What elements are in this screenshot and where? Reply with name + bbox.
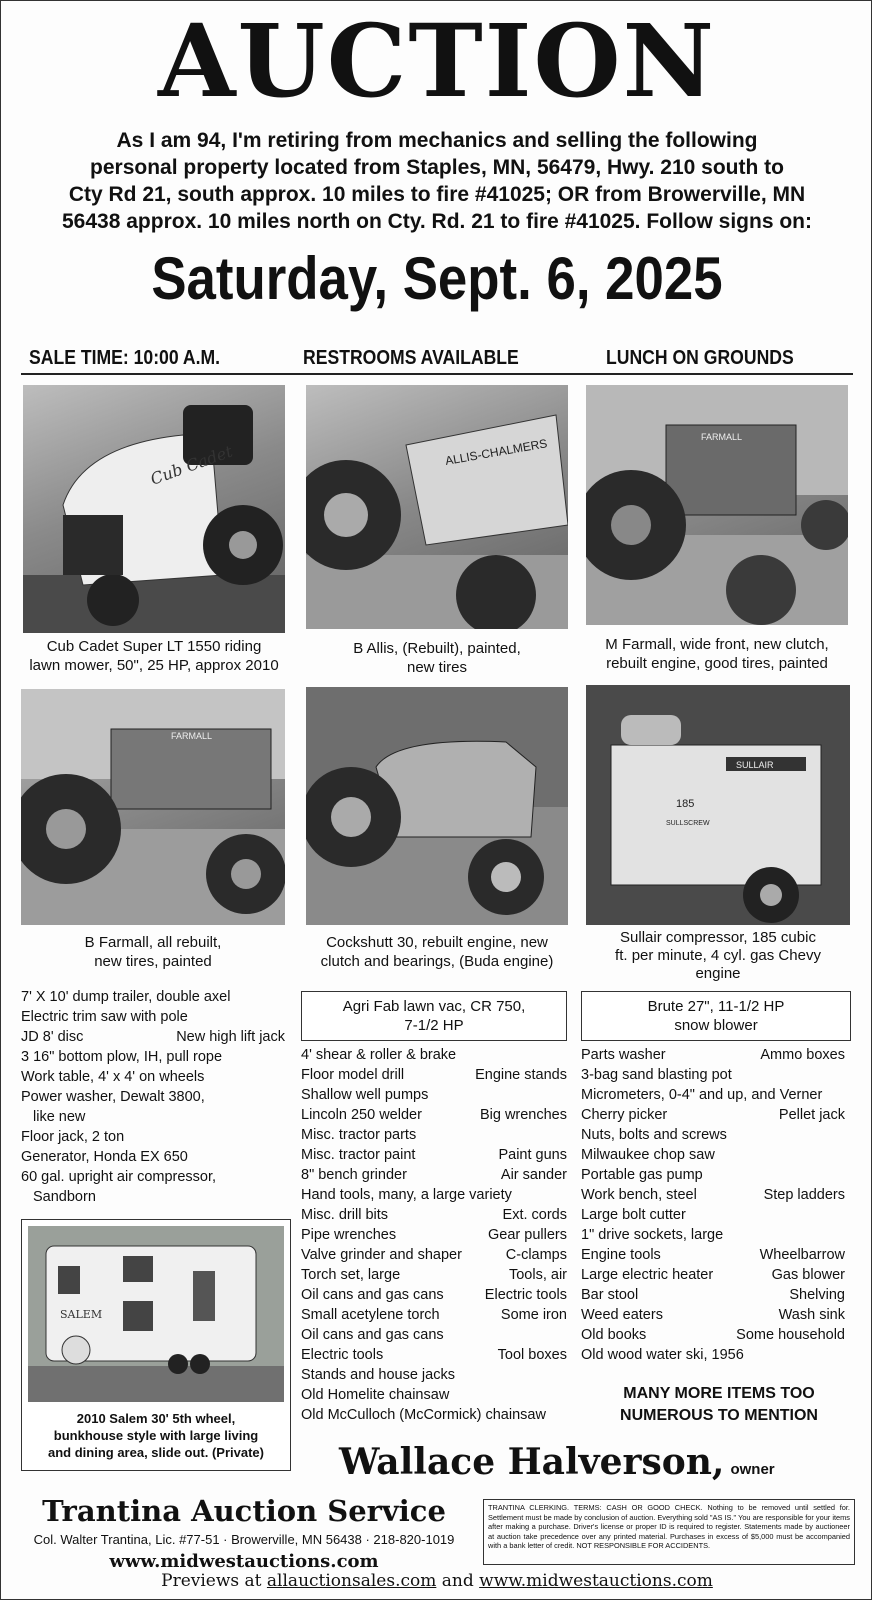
svg-text:185: 185 [676, 798, 695, 810]
restrooms-note: RESTROOMS AVAILABLE [303, 347, 519, 369]
list-item: Weed eaters Wash sink [581, 1307, 845, 1323]
list-item: Work bench, steel Step ladders [581, 1187, 845, 1203]
list-item: Old Homelite chainsaw [301, 1387, 450, 1403]
list-item: Oil cans and gas cans [301, 1327, 444, 1343]
lunch-note: LUNCH ON GROUNDS [606, 347, 794, 369]
list-item: 1" drive sockets, large [581, 1227, 724, 1243]
mower-illustration [23, 385, 285, 633]
list-item: Torch set, large Tools, air [301, 1267, 567, 1283]
list-item: Floor model drill Engine stands [301, 1067, 567, 1083]
svg-text:SALEM: SALEM [60, 1308, 103, 1321]
featured-item-box: Agri Fab lawn vac, CR 750, 7-1/2 HP [301, 991, 567, 1041]
list-item: Milwaukee chop saw [581, 1147, 715, 1163]
list-item: Electric trim saw with pole [21, 1009, 188, 1025]
svg-text:FARMALL: FARMALL [171, 731, 213, 741]
tractor-illustration [586, 385, 848, 625]
list-item: Nuts, bolts and screws [581, 1127, 727, 1143]
photo-caption: Cub Cadet Super LT 1550 riding lawn mower, 50", 25 HP, approx 2010 [29, 638, 279, 674]
owner-name: Wallace Halverson, owner [339, 1441, 775, 1483]
tractor-illustration [306, 687, 568, 925]
list-item: 60 gal. upright air compressor, [21, 1169, 217, 1185]
svg-text:Cub Cadet: Cub Cadet [147, 441, 235, 489]
service-website[interactable]: www.midwestauctions.com [109, 1551, 379, 1572]
item-list-left [21, 987, 285, 1207]
list-item: Stands and house jacks [301, 1367, 455, 1383]
list-item: Old wood water ski, 1956 [581, 1347, 744, 1363]
photo-caption: B Allis, (Rebuilt), painted, new tires [353, 640, 521, 676]
list-item: Old books Some household [581, 1327, 845, 1343]
list-item: Hand tools, many, a large variety [301, 1187, 512, 1203]
list-item: Cherry picker Pellet jack [581, 1107, 845, 1123]
intro-text [31, 127, 843, 235]
list-item: Shallow well pumps [301, 1087, 429, 1103]
list-item: 3-bag sand blasting pot [581, 1067, 732, 1083]
list-item: Misc. tractor parts [301, 1127, 417, 1143]
camper-caption: 2010 Salem 30' 5th wheel, bunkhouse style with large living and dining area, slide out. (Private) [48, 1411, 264, 1460]
list-item: Valve grinder and shaper C-clamps [301, 1247, 567, 1263]
photo-salem-camper [28, 1226, 284, 1402]
list-item: Sandborn [33, 1189, 96, 1205]
list-item: Parts washer Ammo boxes [581, 1047, 845, 1063]
page-title: AUCTION [157, 2, 717, 120]
preview-link-midwestauctions[interactable]: www.midwestauctions.com [479, 1571, 713, 1591]
service-name: Trantina Auction Service [42, 1494, 446, 1528]
list-item: Floor jack, 2 ton [21, 1129, 125, 1145]
info-bar [21, 345, 853, 375]
list-item: Old McCulloch (McCormick) chainsaw [301, 1407, 546, 1423]
list-item: 7' X 10' dump trailer, double axel [21, 989, 231, 1005]
list-item: Large electric heater Gas blower [581, 1267, 845, 1283]
sale-date: Saturday, Sept. 6, 2025 [151, 245, 723, 312]
list-item: Generator, Honda EX 650 [21, 1149, 188, 1165]
terms-box: TRANTINA CLERKING. TERMS: CASH OR GOOD CHECK. Nothing to be removed until settled for. Settlement must be made by conclusion of auction. Everything sold "AS IS." You are responsible for your items after making a purchase. Driver's license or proper ID is required to register. Statements made by auctioneer at auction take precedence over any printed material. Purchases in excess of $5,000 must be accompanied with a bank letter of credit. NOT RESPONSIBLE FOR ACCIDENTS. [483, 1499, 855, 1565]
photo-caption: Sullair compressor, 185 cubic ft. per minute, 4 cyl. gas Chevy engine [615, 929, 821, 982]
camper-illustration [28, 1226, 284, 1402]
svg-text:ALLIS-CHALMERS: ALLIS-CHALMERS [444, 436, 549, 468]
tractor-illustration [306, 385, 568, 629]
list-item: Work table, 4' x 4' on wheels [21, 1069, 205, 1085]
camper-feature [21, 1219, 291, 1471]
list-item: Large bolt cutter [581, 1207, 686, 1223]
preview-link-allauctionsales[interactable]: allauctionsales.com [266, 1571, 437, 1591]
photo-cockshutt-30 [306, 687, 568, 925]
list-item: Misc. drill bits Ext. cords [301, 1207, 567, 1223]
service-license: Col. Walter Trantina, Lic. #77-51 · Browerville, MN 56438 · 218-820-1019 [33, 1532, 455, 1547]
tractor-illustration [21, 689, 285, 925]
owner-label: owner [730, 1461, 775, 1478]
photo-sullair-compressor [586, 685, 850, 925]
list-item: Bar stool Shelving [581, 1287, 845, 1303]
photo-m-farmall [586, 385, 848, 625]
photo-caption: Cockshutt 30, rebuilt engine, new clutch and bearings, (Buda engine) [320, 934, 554, 970]
photo-b-farmall [21, 689, 285, 925]
intro-line: personal property located from Staples, MN, 56479, Hwy. 210 south to [90, 156, 784, 179]
item-list-middle [301, 1045, 567, 1425]
svg-text:SULLSCREW: SULLSCREW [666, 820, 710, 827]
intro-line: 56438 approx. 10 miles north on Cty. Rd. 21 to fire #41025. Follow signs on: [62, 210, 812, 233]
list-item: Electric tools Tool boxes [301, 1347, 567, 1363]
list-item: like new [33, 1109, 86, 1125]
item-list-right [581, 1045, 845, 1365]
list-item: Misc. tractor paint Paint guns [301, 1147, 567, 1163]
list-item: Micrometers, 0-4" and up, and Verner [581, 1087, 823, 1103]
list-item: Small acetylene torch Some iron [301, 1307, 567, 1323]
sale-time: SALE TIME: 10:00 A.M. [29, 347, 221, 369]
list-item: JD 8' disc New high lift jack [21, 1029, 285, 1045]
auction-service [19, 1495, 469, 1573]
list-item: Oil cans and gas cans Electric tools [301, 1287, 567, 1303]
list-item: 3 16" bottom plow, IH, pull rope [21, 1049, 223, 1065]
list-item: Portable gas pump [581, 1167, 703, 1183]
intro-line: Cty Rd 21, south approx. 10 miles to fire #41025; OR from Browerville, MN [68, 183, 806, 206]
list-item: Power washer, Dewalt 3800, [21, 1089, 205, 1105]
photo-caption: M Farmall, wide front, new clutch, rebuilt engine, good tires, painted [605, 636, 829, 672]
preview-line: Previews at allauctionsales.com and www.midwestauctions.com [161, 1571, 713, 1591]
photo-allis-chalmers [306, 385, 568, 629]
svg-text:FARMALL: FARMALL [701, 432, 743, 442]
compressor-illustration [586, 685, 850, 925]
featured-item-box: Brute 27", 11-1/2 HP snow blower [581, 991, 851, 1041]
more-items-note: MANY MORE ITEMS TOO NUMEROUS TO MENTION [620, 1385, 818, 1424]
photo-caption: B Farmall, all rebuilt, new tires, painted [84, 934, 222, 970]
list-item: Lincoln 250 welder Big wrenches [301, 1107, 567, 1123]
list-item: 8" bench grinder Air sander [301, 1167, 567, 1183]
list-item: Engine tools Wheelbarrow [581, 1247, 845, 1263]
list-item: 4' shear & roller & brake [301, 1047, 457, 1063]
svg-text:SULLAIR: SULLAIR [736, 760, 774, 770]
list-item: Pipe wrenches Gear pullers [301, 1227, 567, 1243]
intro-line: As I am 94, I'm retiring from mechanics and selling the following [116, 129, 758, 152]
photo-cub-cadet-mower [23, 385, 285, 633]
